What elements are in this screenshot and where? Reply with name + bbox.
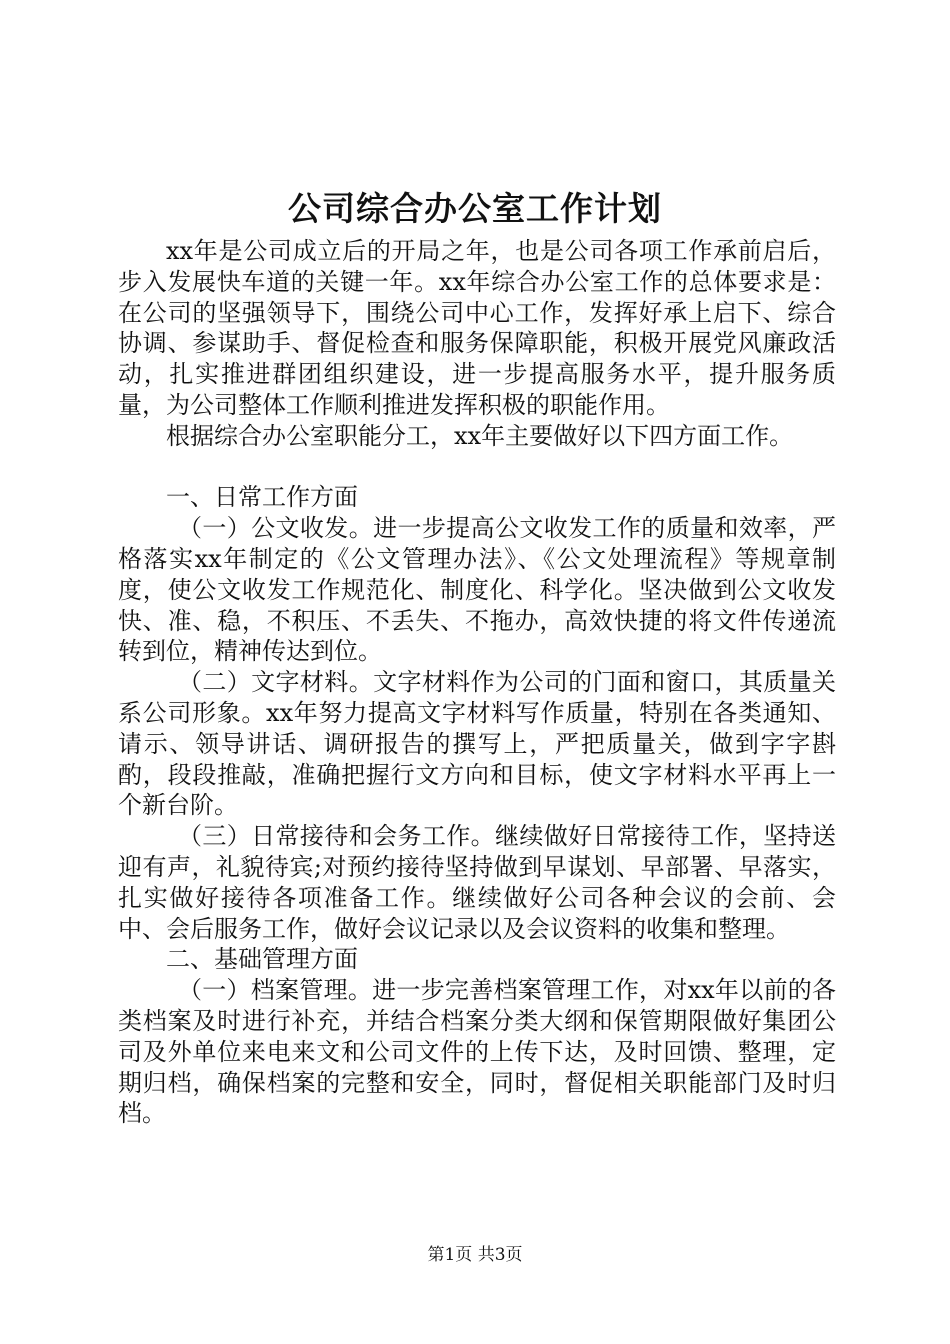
document-body: [118, 236, 836, 1129]
paragraph-reception-meetings: （三）日常接待和会务工作。继续做好日常接待工作，坚持送迎有声，礼貌待宾;对预约接待坚持做到早谋划、早部署、早落实，扎实做好接待各项准备工作。继续做好公司各种会议的会前、会中、会后服务工作，做好会议记录以及会议资料的收集和整理。: [118, 822, 836, 943]
paragraph-intro: xx年是公司成立后的开局之年，也是公司各项工作承前启后，步入发展快车道的关键一年。xx年综合办公室工作的总体要求是：在公司的坚强领导下，围绕公司中心工作，发挥好承上启下、综合协调、参谋助手、督促检查和服务保障职能，积极开展党风廉政活动，扎实推进群团组织建设，进一步提高服务水平，提升服务质量，为公司整体工作顺利推进发挥积极的职能作用。: [118, 237, 836, 419]
paragraph-written-materials: （二）文字材料。文字材料作为公司的门面和窗口，其质量关系公司形象。xx年努力提高文字材料写作质量，特别在各类通知、请示、领导讲话、调研报告的撰写上，严把质量关，做到字字斟酌，段段推敲，准确把握行文方向和目标，使文字材料水平再上一个新台阶。: [118, 668, 836, 820]
section-heading-basic-management: 二、基础管理方面: [166, 945, 358, 974]
blank-line: [118, 452, 836, 483]
document-title: 公司综合办公室工作计划: [288, 189, 662, 228]
paragraph-archive-management: （一）档案管理。进一步完善档案管理工作，对xx年以前的各类档案及时进行补充，并结合档案分类大纲和保管期限做好集团公司及外单位来电来文和公司文件的上传下达，及时回馈、整理，定期归档，确保档案的完整和安全，同时，督促相关职能部门及时归档。: [118, 976, 836, 1128]
page-footer: 第1页 共3页: [427, 1245, 523, 1265]
paragraph-overview: 根据综合办公室职能分工，xx年主要做好以下四方面工作。: [166, 421, 794, 450]
section-heading-daily-work: 一、日常工作方面: [166, 483, 358, 512]
paragraph-document-handling: （一）公文收发。进一步提高公文收发工作的质量和效率，严格落实xx年制定的《公文管理办法》、《公文处理流程》等规章制度，使公文收发工作规范化、制度化、科学化。坚决做到公文收发快、准、稳，不积压、不丢失、不拖办，高效快捷的将文件传递流转到位，精神传达到位。: [118, 514, 836, 666]
